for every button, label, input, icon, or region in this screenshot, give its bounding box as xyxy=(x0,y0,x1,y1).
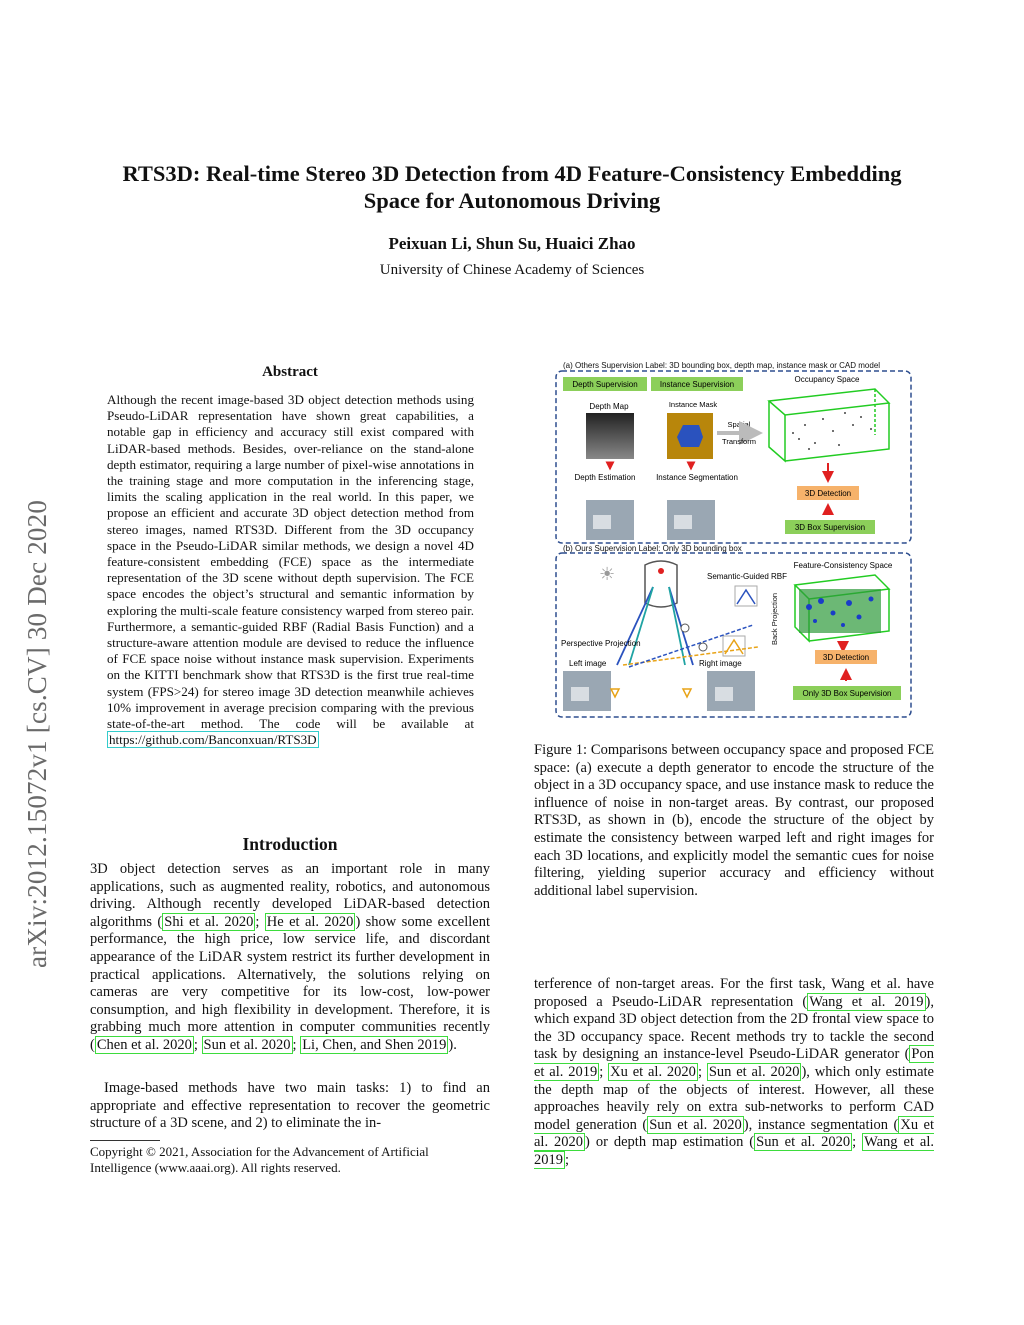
separator: ; xyxy=(193,1036,202,1053)
arxiv-id: arXiv:2012.15072v1 [cs.CV] 30 Dec 2020 xyxy=(22,499,52,968)
right-image-car xyxy=(715,687,733,701)
right-camera-icon xyxy=(683,689,691,697)
intro-paragraph-2: Image-based methods have two main tasks: 1) to find an appropriate and effective representation to recover the geometric structure of a 3D scene, and 2) to eliminate the in- xyxy=(90,1080,490,1132)
minus-node-2 xyxy=(699,643,707,651)
separator: ; xyxy=(852,1134,863,1151)
depth-map-image xyxy=(586,413,634,459)
citation-link[interactable]: Sun et al. 2020 xyxy=(649,1116,742,1133)
citation-link[interactable]: Wang et al. 2019 xyxy=(809,993,924,1010)
left-image-label: Left image xyxy=(569,659,607,668)
citation-link[interactable]: Sun et al. 2020 xyxy=(203,1036,291,1053)
back-projection-label: Back Projection xyxy=(770,592,779,645)
only-box-supervision-label: Only 3D Box Supervision xyxy=(802,689,892,698)
paper-title xyxy=(60,160,964,214)
detection-label-b: 3D Detection xyxy=(822,653,870,662)
body-text: ), which expand 3D object detection from the 2D frontal view space to the 3D occupancy space. Recent methods try to tackle the second task by designing an instance-level Pseudo-LiDAR generator ( xyxy=(534,993,935,1063)
minus-node-1 xyxy=(681,624,689,632)
citation-link[interactable]: Sun et al. 2020 xyxy=(756,1134,851,1151)
abstract-body xyxy=(107,392,474,748)
citation-link[interactable]: He et al. 2020 xyxy=(266,913,354,930)
affiliation: University of Chinese Academy of Sciences xyxy=(379,262,645,278)
body-text: terference of non-target areas. For the first task, Wang et al. have proposed a Pseudo-LiDAR representation ( xyxy=(534,976,934,1010)
detection-label-a: 3D Detection xyxy=(804,489,852,498)
citation-link[interactable]: Wang et al. 2019 xyxy=(534,1134,935,1168)
copyright-notice: Copyright © 2021, Association for the Advancement of Artificial Intelligence (www.aaai.org). All rights reserved. xyxy=(90,1144,429,1175)
occupancy-points xyxy=(792,412,872,450)
depth-map-label: Depth Map xyxy=(589,402,629,411)
abstract-heading: Abstract xyxy=(262,364,318,380)
arxiv-stamp xyxy=(12,350,62,970)
perspective-projection-label: Perspective Projection xyxy=(561,639,641,648)
instance-input-car xyxy=(674,515,692,529)
intro-text: ). xyxy=(448,1036,457,1053)
figure-1 xyxy=(553,355,915,720)
occupancy-space-label: Occupancy Space xyxy=(794,375,860,384)
fce-volume xyxy=(799,589,881,633)
instance-supervision-label: Instance Supervision xyxy=(659,380,735,389)
intro-paragraph-1 xyxy=(90,861,490,1055)
separator: ; xyxy=(292,1036,301,1053)
fce-space-label: Feature-Consistency Space xyxy=(793,561,893,570)
spatial-label: Spatial xyxy=(727,420,751,429)
panel-b-title: (b) Ours Supervision Label: Only 3D bounding box xyxy=(563,544,742,553)
intro-text: ) show some excellent performance, the high price, low service life, and discordant appearance of the LiDAR system restrict its further development in practical applications. Alternatively, the solutions relying on cameras are very competitive for its low-cost, low-power consumption, and high flexibility in development. Therefore, it is grabbing much more attention in computer communities recently ( xyxy=(90,913,491,1053)
citation-link[interactable]: Xu et al. 2020 xyxy=(534,1116,935,1151)
introduction-heading: Introduction xyxy=(242,834,338,854)
citation-link[interactable]: Shi et al. 2020 xyxy=(164,913,254,930)
sun-icon: ☀ xyxy=(599,564,616,584)
separator: ; xyxy=(697,1063,707,1080)
depth-supervision-label: Depth Supervision xyxy=(572,380,638,389)
title-line-1: RTS3D: Real-time Stereo 3D Detection from 4D Feature-Consistency Embedding xyxy=(122,161,902,186)
body-text: ) or depth map estimation ( xyxy=(585,1134,755,1151)
citation-link[interactable]: Chen et al. 2020 xyxy=(96,1036,192,1053)
separator: ; xyxy=(599,1063,609,1080)
body-text: ; xyxy=(565,1151,570,1168)
abstract-text: Although the recent image-based 3D object detection methods using Pseudo-LiDAR representation have shown great capabilities, a notable gap in efficiency and accuracy still exist compared with LiDAR-based methods. Besides, over-reliance on the stand-alone depth estimator, requiring a large number of pixel-wise annotations in the training stage and more computation in the inferencing stage, limits the scaling application in the real world. In this paper, we propose an efficient and accurate 3D object detection method from stereo images, named RTS3D. Different from the 3D occupancy space in the Pseudo-LiDAR similar methods, we design a novel 4D feature-consistent embedding (FCE) space as the intermediate representation of the 3D scene without depth supervision. The FCE space encodes the object’s structural and semantic information by exploring the multi-scale feature consistency warped from stereo pair. Furthermore, a semantic-guided RBF (Radial Basis Function) and a structure-aware attention module are devised to reduce the influence of FCE space noise without instance mask supervision. Experiments on the KITTI benchmark show that RTS3D is the first true real-time system (FPS>24) for stereo image 3D detection meanwhile achieves 10% improvement in average precision comparing with the previous state-of-the-art method. The code will be available at xyxy=(107,392,474,732)
authors: Peixuan Li, Shun Su, Huaici Zhao xyxy=(388,234,636,253)
left-image-car xyxy=(571,687,589,701)
citation-link[interactable]: Xu et al. 2020 xyxy=(610,1063,696,1080)
citation-link[interactable]: Li, Chen, and Shen 2019 xyxy=(302,1036,447,1053)
depth-estimation-label: Depth Estimation xyxy=(574,473,636,482)
panel-a-title: (a) Others Supervision Label: 3D bounding box, depth map, instance mask or CAD model xyxy=(563,361,881,370)
box-supervision-label: 3D Box Supervision xyxy=(794,523,866,532)
semantic-rbf-label: Semantic-Guided RBF xyxy=(706,572,788,581)
left-camera-icon xyxy=(611,689,619,697)
depth-input-car xyxy=(593,515,611,529)
separator: ; xyxy=(255,913,265,930)
citation-link[interactable]: Pon et al. 2019 xyxy=(534,1046,934,1080)
citation-link[interactable]: Sun et al. 2020 xyxy=(708,1063,800,1080)
transform-label: Transform xyxy=(722,437,756,446)
instance-segmentation-label: Instance Segmentation xyxy=(656,473,738,482)
body-text: ), which only estimate the depth map of the objects of interest. However, all these approaches heavily rely on extra sub-networks to perform CAD model generation ( xyxy=(534,1063,934,1133)
figure-caption: Figure 1: Comparisons between occupancy space and proposed FCE space: (a) execute a depth generator to encode the structure of the object in a 3D occupancy space, and use instance mask to reduce the influence of noise in non-target areas. By contrast, our proposed RTS3D, as shown in (b), encode the structure of the object by estimate the consistency between warped left and right images for each 3D locations, and explicitly model the semantic cues for noise filtering, yielding superior accuracy and efficiency without additional label supervision. xyxy=(534,742,934,899)
body-text: ), instance segmentation ( xyxy=(743,1116,899,1133)
center-point xyxy=(658,568,664,574)
right-column-paragraph xyxy=(534,976,934,1170)
right-image-label: Right image xyxy=(699,659,742,668)
occupancy-cube xyxy=(769,389,889,461)
instance-mask-label: Instance Mask xyxy=(668,400,718,409)
intro-text: 3D object detection serves as an important role in many applications, such as augmented reality, robotics, and autonomous driving. Although recently developed LiDAR-based detection algorithms ( xyxy=(90,861,490,930)
title-line-2: Space for Autonomous Driving xyxy=(363,188,661,213)
footnote-rule xyxy=(90,1140,160,1141)
code-link[interactable]: https://github.com/Banconxuan/RTS3D xyxy=(109,732,317,748)
